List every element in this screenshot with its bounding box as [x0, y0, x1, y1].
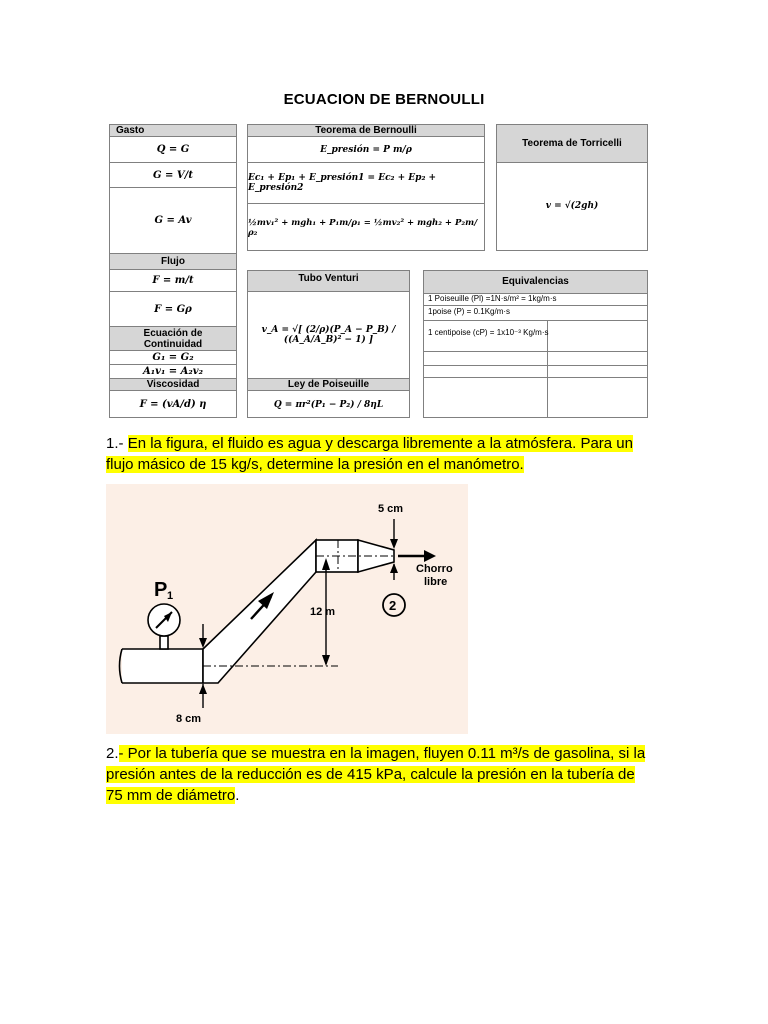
gasto-eq-1: Q = G — [156, 144, 190, 155]
equivalencias-header: Equivalencias — [424, 271, 647, 294]
8cm-label: 8 cm — [176, 713, 202, 725]
viscosidad-header: Viscosidad — [110, 378, 236, 390]
empty-row — [424, 351, 647, 365]
venturi-box — [247, 270, 410, 418]
continuidad-eq-2: A₁v₁ = A₂v₂ — [110, 364, 236, 378]
libre-label: libre — [424, 576, 448, 588]
bernoulli-eq-3: ½mv₁² + mgh₁ + P₁m/ρ₁ = ½mv₂² + mgh₂ + P₂m/ρ₂ — [248, 203, 484, 251]
question-2 — [106, 743, 646, 806]
page-title: ECUACION DE BERNOULLI — [283, 91, 485, 108]
question-2-end: . — [235, 787, 240, 804]
gasto-header: Gasto — [110, 125, 236, 137]
viscosidad-eq-1: F = (vA/d) η — [110, 390, 236, 418]
flujo-header: Flujo — [110, 253, 236, 269]
gasto-eq-2: G = V/t — [110, 162, 236, 187]
question-2-number: 2. — [106, 745, 119, 762]
question-1-number: 1.- — [106, 435, 124, 452]
5cm-label: 5 cm — [378, 503, 404, 515]
p1-label: P — [154, 579, 168, 601]
continuidad-eq-1: G₁ = G₂ — [110, 350, 236, 364]
pipe-figure — [106, 484, 468, 734]
equivalencia-row — [424, 320, 647, 351]
gasto-eq-3: G = Av — [110, 187, 236, 253]
flujo-eq-1: F = m/t — [110, 269, 236, 291]
chorro-label: Chorro — [416, 563, 453, 575]
bernoulli-box — [247, 124, 485, 251]
equivalencia-text: 1 centipoise (cP) = 1x10⁻³ Kg/m·s — [428, 328, 549, 337]
bernoulli-eq-1: E_presión = P m/ρ — [320, 144, 412, 155]
poiseuille-eq: Q = πr²(P₁ − P₂) / 8ηL — [248, 390, 409, 418]
venturi-eq: v_A = √[ (2/ρ)(P_A − P_B) / ((A_A/A_B)² − 1) ] — [261, 324, 396, 345]
question-2-text: - Por la tubería que se muestra en la imagen, fluyen 0.11 m³/s de gasolina, si la presión antes de la reducción es de 415 kPa, calcule la presión en la tubería de 75 mm de diámetro — [106, 745, 646, 804]
continuidad-header: Ecuación de Continuidad — [110, 326, 236, 350]
p1-subscript: 1 — [167, 590, 174, 602]
torricelli-header: Teorema de Torricelli — [497, 125, 647, 163]
venturi-header: Tubo Venturi — [248, 271, 409, 292]
poiseuille-header: Ley de Poiseuille — [248, 378, 409, 390]
pipe-diagram — [106, 484, 468, 734]
gasto-column — [109, 124, 237, 418]
bernoulli-header: Teorema de Bernoulli — [248, 125, 484, 137]
bernoulli-eq-2: Ec₁ + Ep₁ + E_presión1 = Ec₂ + Ep₂ + E_presión2 — [248, 162, 484, 203]
torricelli-eq: v = √(2gh) — [545, 201, 599, 211]
point-2-label: 2 — [389, 598, 397, 613]
12m-label: 12 m — [310, 606, 336, 618]
equivalencias-box — [423, 270, 648, 418]
torricelli-box — [496, 124, 648, 251]
question-1 — [106, 433, 646, 475]
equivalencia-row: 1 Poiseuille (Pl) =1N·s/m² = 1kg/m·s — [428, 294, 557, 303]
equivalencia-row: 1poise (P) = 0.1Kg/m·s — [424, 305, 647, 320]
flujo-eq-2: F = Gρ — [110, 291, 236, 326]
empty-row — [424, 365, 647, 377]
question-1-text: En la figura, el fluido es agua y descarga libremente a la atmósfera. Para un flujo másico de 15 kg/s, determine la presión en el manómetro. — [106, 435, 633, 473]
empty-row — [424, 377, 647, 418]
